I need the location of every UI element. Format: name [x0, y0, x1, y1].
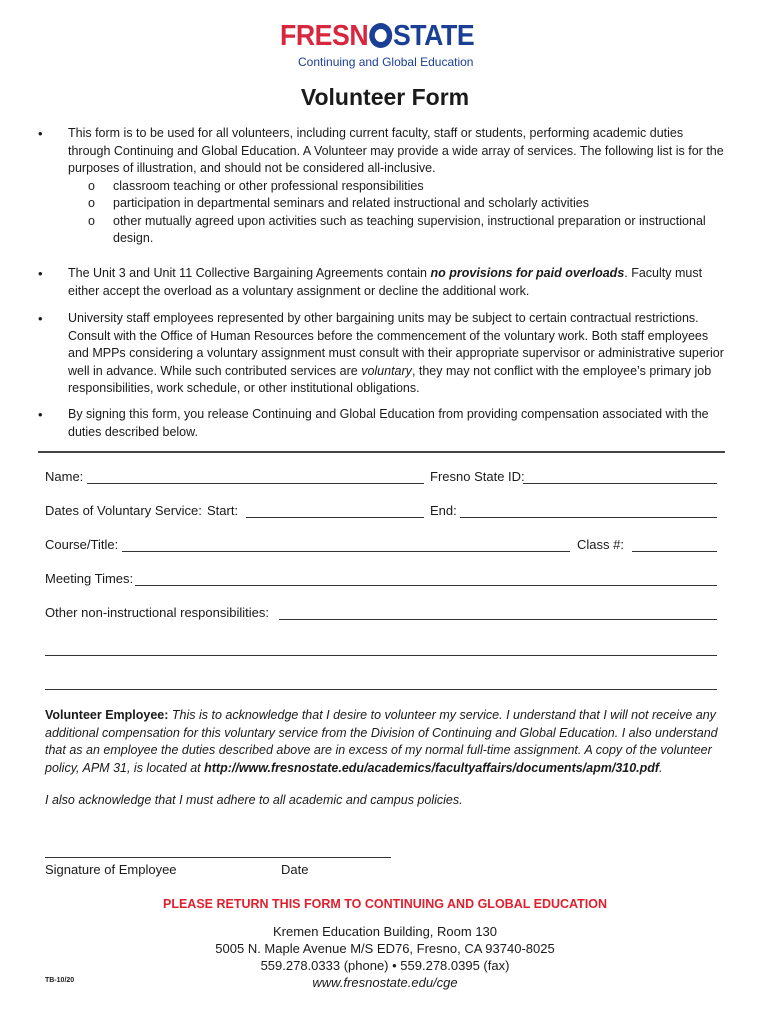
sublist-item-text: other mutually agreed upon activities such as teaching supervision, instructional preparation or instructional design.	[113, 213, 706, 245]
meeting-times-row	[45, 571, 717, 589]
bulldog-paw-icon	[369, 23, 392, 48]
course-row	[45, 537, 717, 555]
class-number-label: Class #:	[577, 537, 624, 552]
acknowledgement-end: .	[659, 760, 663, 775]
volunteer-employee-heading: Volunteer Employee:	[45, 708, 169, 722]
sublist-item-text: classroom teaching or other professional responsibilities	[113, 178, 424, 193]
bullet-staff-text-end: , they may not conflict with the employee’s primary job responsibilities, work schedule, or other institutional obligations.	[68, 363, 712, 395]
bullet-text	[68, 125, 728, 248]
section-divider	[38, 451, 725, 453]
fresno-state-id-field[interactable]	[523, 483, 717, 484]
name-row	[45, 469, 717, 487]
sub-marker: o	[88, 196, 95, 210]
blank-line-row	[45, 641, 717, 659]
services-sublist	[68, 178, 728, 248]
bullet-bargaining-text: The Unit 3 and Unit 11 Collective Bargaining Agreements contain	[68, 266, 431, 280]
sublist-item	[68, 213, 728, 248]
other-responsibilities-label: Other non-instructional responsibilities:	[45, 605, 269, 620]
signature-date-label: Date	[281, 862, 309, 877]
fresno-state-logo	[280, 18, 495, 74]
policies-acknowledgement: I also acknowledge that I must adhere to all academic and campus policies.	[45, 793, 463, 807]
bullet-dot: •	[38, 311, 43, 326]
signature-field[interactable]	[45, 857, 391, 858]
bullet-purpose-text: This form is to be used for all volunteers, including current faculty, staff or students, performing academic duties through Continuing and Global Education. A Volunteer may provide a wide array of services. The following list is for the purposes of illustration, and should not be considered all-inclusive.	[68, 126, 724, 175]
signature-of-employee-label: Signature of Employee	[45, 862, 177, 877]
return-notice: PLEASE RETURN THIS FORM TO CONTINUING AND GLOBAL EDUCATION	[163, 897, 607, 911]
other-responsibilities-field[interactable]	[279, 619, 717, 620]
dates-row	[45, 503, 717, 521]
sub-marker: o	[88, 178, 95, 193]
start-label: Start:	[207, 503, 239, 518]
logo-subtitle: Continuing and Global Education	[298, 55, 474, 69]
no-paid-overloads-emphasis: no provisions for paid overloads	[430, 266, 625, 280]
dates-of-service-label: Dates of Voluntary Service:	[45, 503, 202, 518]
bullet-release-text: By signing this form, you release Continuing and Global Education from providing compensation associated with the duties described below.	[68, 407, 709, 439]
website-link[interactable]: www.fresnostate.edu/cge	[312, 975, 458, 990]
sub-marker: o	[88, 213, 95, 228]
end-date-field[interactable]	[460, 517, 717, 518]
course-title-label: Course/Title:	[45, 537, 119, 552]
address-street: 5005 N. Maple Avenue M/S ED76, Fresno, CA 93740-8025	[215, 941, 555, 956]
name-field[interactable]	[87, 483, 424, 484]
sublist-item	[68, 178, 728, 196]
bullet-bargaining-text-end: . Faculty must either accept the overload as a voluntary assignment or decline the additional work.	[68, 266, 703, 298]
meeting-times-label: Meeting Times:	[45, 571, 134, 586]
phone-fax: 559.278.0333 (phone) • 559.278.0395 (fax)	[260, 958, 510, 973]
bullet-text	[68, 265, 728, 300]
other-responsibilities-line-2[interactable]	[45, 655, 717, 656]
bullet-dot: •	[38, 126, 43, 141]
bullet-text	[68, 310, 728, 398]
other-responsibilities-row	[45, 605, 717, 623]
logo-word-fresno: FRESN	[280, 20, 369, 52]
sublist-item	[68, 195, 728, 213]
logo-word-state: STATE	[392, 20, 475, 52]
office-address	[0, 923, 770, 991]
bullet-dot: •	[38, 266, 43, 281]
voluntary-emphasis: voluntary	[361, 363, 412, 378]
page-title: Volunteer Form	[300, 84, 470, 110]
acknowledgement-text: This is to acknowledge that I desire to volunteer my service. I understand that I will not receive any additional compensation for this voluntary service from the Division of Continuing and Global Education. I also understand that as an employee the duties described above are in excess of my normal full-time assignment. A copy of the volunteer policy, APM 31, is located at	[45, 708, 718, 775]
volunteer-acknowledgement	[45, 707, 725, 777]
course-title-field[interactable]	[122, 551, 570, 552]
class-number-field[interactable]	[632, 551, 717, 552]
name-label: Name:	[45, 469, 84, 484]
bullet-dot: •	[38, 407, 43, 422]
form-code: TB-10/20	[45, 977, 75, 984]
sublist-item-text: participation in departmental seminars and related instructional and scholarly activities	[113, 196, 589, 210]
fresno-state-id-label: Fresno State ID:	[430, 469, 525, 484]
bullet-staff-text: University staff employees represented by other bargaining units may be subject to certain contractual restrictions. Consult with the Office of Human Resources before the commencement of the voluntary work. Both staff employees and MPPs considering a voluntary assignment must consult with their appropriate supervisor or administrative superior well in advance. While such contributed services are	[68, 311, 724, 378]
meeting-times-field[interactable]	[135, 585, 717, 586]
end-label: End:	[430, 503, 457, 518]
start-date-field[interactable]	[246, 517, 424, 518]
logo-wordmark	[280, 18, 474, 54]
blank-line-row	[45, 675, 717, 693]
other-responsibilities-line-3[interactable]	[45, 689, 717, 690]
policy-link[interactable]: http://www.fresnostate.edu/academics/facultyaffairs/documents/apm/310.pdf	[204, 760, 660, 775]
address-building: Kremen Education Building, Room 130	[272, 924, 498, 939]
